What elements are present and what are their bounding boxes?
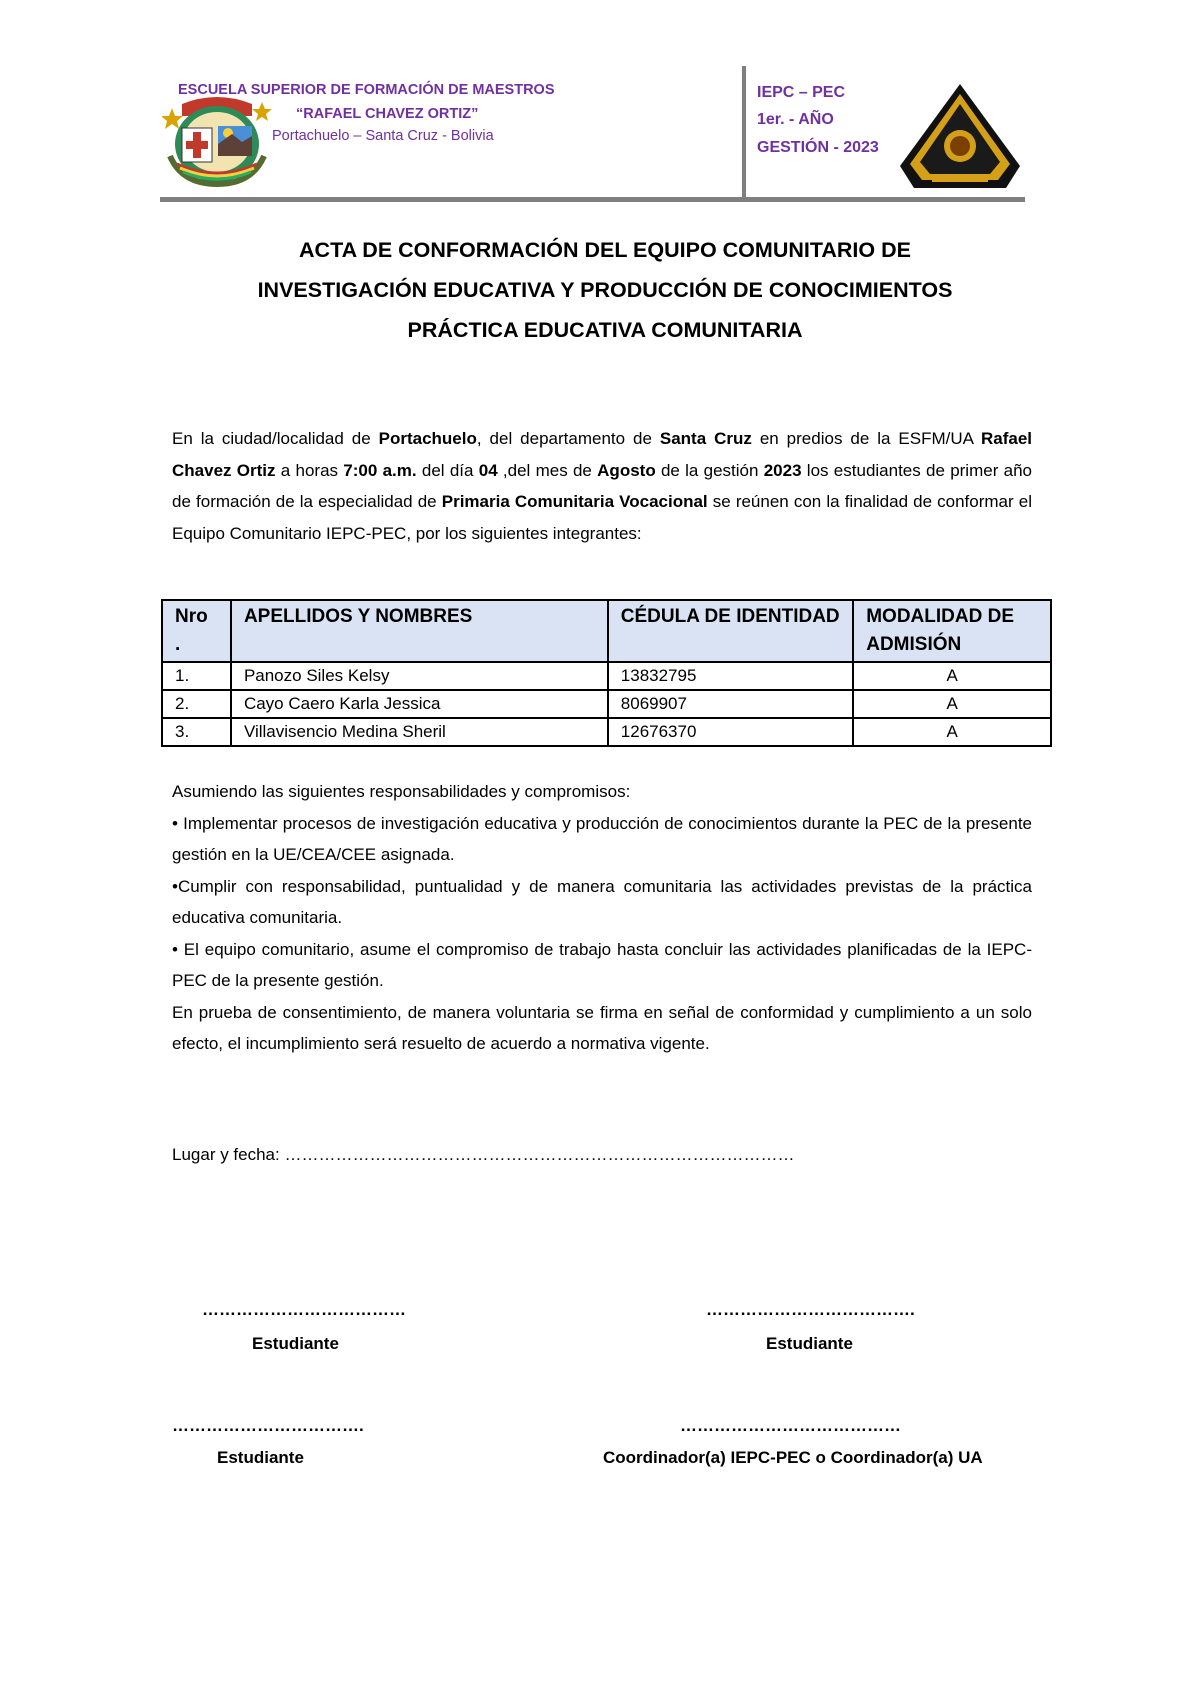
school-location: Portachuelo – Santa Cruz - Bolivia [272, 128, 494, 144]
signature-label-coordinator: Coordinador(a) IEPC-PEC o Coordinador(a) UA [603, 1448, 983, 1467]
esfm-triangle-logo [898, 82, 1022, 190]
department: Santa Cruz [659, 429, 752, 448]
members-table [161, 599, 1052, 747]
year: 2023 [763, 460, 802, 480]
cell-modalidad: A [853, 662, 1051, 690]
cell-nro: 1. [162, 662, 231, 690]
commitments-section [172, 776, 1032, 1060]
document-title-line-1: ACTA DE CONFORMACIÓN DEL EQUIPO COMUNITARIO DE [299, 238, 911, 262]
signature-label-student-2: Estudiante [766, 1334, 853, 1353]
cell-ci: 12676370 [608, 718, 853, 746]
institution: Rafael Chavez Ortiz [172, 429, 1032, 480]
cell-name: Cayo Caero Karla Jessica [231, 690, 608, 718]
signature-line-student-2: ………………………………. [706, 1300, 915, 1319]
commitment-item-2: •Cumplir con responsabilidad, puntualidad y de manera comunitaria las actividades previstas de la práctica educativa comunitaria. [172, 876, 1032, 927]
signature-line-student-1: ……………………………… [202, 1300, 406, 1319]
school-name: ESCUELA SUPERIOR DE FORMACIÓN DE MAESTROS [178, 82, 555, 98]
table-row [162, 718, 1051, 746]
intro-paragraph: En la ciudad/localidad de Portachuelo, del departamento de Santa Cruz en predios de la ESFM/UA Rafael Chavez Ortiz a horas 7:00 a.m. del día 04 ,del mes de Agosto de la gestión 2023 los estudiantes de primer año de formación de la especialidad de Primaria Comunitaria Vocacional se reúnen con la finalidad de conformar el Equipo Comunitario IEPC-PEC, por los siguientes integrantes: [172, 429, 1032, 543]
header-vertical-divider [742, 66, 746, 198]
signature-label-student-1: Estudiante [252, 1334, 339, 1353]
commitments-lead: Asumiendo las siguientes responsabilidades y compromisos: [172, 782, 631, 801]
month: Agosto [597, 460, 656, 480]
time: 7:00 a.m. [343, 460, 417, 480]
cell-name: Panozo Siles Kelsy [231, 662, 608, 690]
header-modalidad: MODALIDAD DE ADMISIÓN [853, 600, 1051, 662]
header-ci: CÉDULA DE IDENTIDAD [608, 600, 853, 662]
school-crest-logo [162, 86, 272, 188]
place-date-field: Lugar y fecha: ……………………………………………………………………………… [172, 1145, 795, 1164]
header-names: APELLIDOS Y NOMBRES [231, 600, 608, 662]
document-title-line-3: PRÁCTICA EDUCATIVA COMUNITARIA [407, 318, 803, 342]
program-label: IEPC – PEC [757, 84, 846, 101]
signature-line-student-3: ……………………………. [172, 1416, 364, 1435]
cell-name: Villavisencio Medina Sheril [231, 718, 608, 746]
city: Portachuelo [378, 429, 477, 448]
commitment-item-3: • El equipo comunitario, asume el compromiso de trabajo hasta concluir las actividades planificadas de la IEPC-PEC de la presente gestión. [172, 939, 1032, 990]
table-header-row [162, 600, 1051, 662]
cell-modalidad: A [853, 690, 1051, 718]
gestion-label: GESTIÓN - 2023 [757, 139, 879, 156]
specialty: Primaria Comunitaria Vocacional [441, 492, 708, 511]
table-row [162, 690, 1051, 718]
table-row [162, 662, 1051, 690]
cell-nro: 2. [162, 690, 231, 718]
cell-ci: 13832795 [608, 662, 853, 690]
closing-statement: En prueba de consentimiento, de manera voluntaria se firma en señal de conformidad y cumplimiento a un solo efecto, el incumplimiento será resuelto de acuerdo a normativa vigente. [172, 1002, 1032, 1053]
header-horizontal-divider [160, 197, 1025, 202]
year-label: 1er. - AÑO [757, 111, 834, 128]
cell-modalidad: A [853, 718, 1051, 746]
header-nro: Nro . [162, 600, 231, 662]
day: 04 [478, 460, 498, 480]
cell-ci: 8069907 [608, 690, 853, 718]
signature-label-student-3: Estudiante [217, 1448, 304, 1467]
commitment-item-1: • Implementar procesos de investigación educativa y producción de conocimientos durante la PEC de la presente gestión en la UE/CEA/CEE asignada. [172, 813, 1032, 864]
document-title-line-2: INVESTIGACIÓN EDUCATIVA Y PRODUCCIÓN DE CONOCIMIENTOS [257, 278, 953, 302]
cell-nro: 3. [162, 718, 231, 746]
signature-line-coordinator: ………………………………… [680, 1416, 901, 1435]
school-subname: “RAFAEL CHAVEZ ORTIZ” [296, 106, 479, 122]
